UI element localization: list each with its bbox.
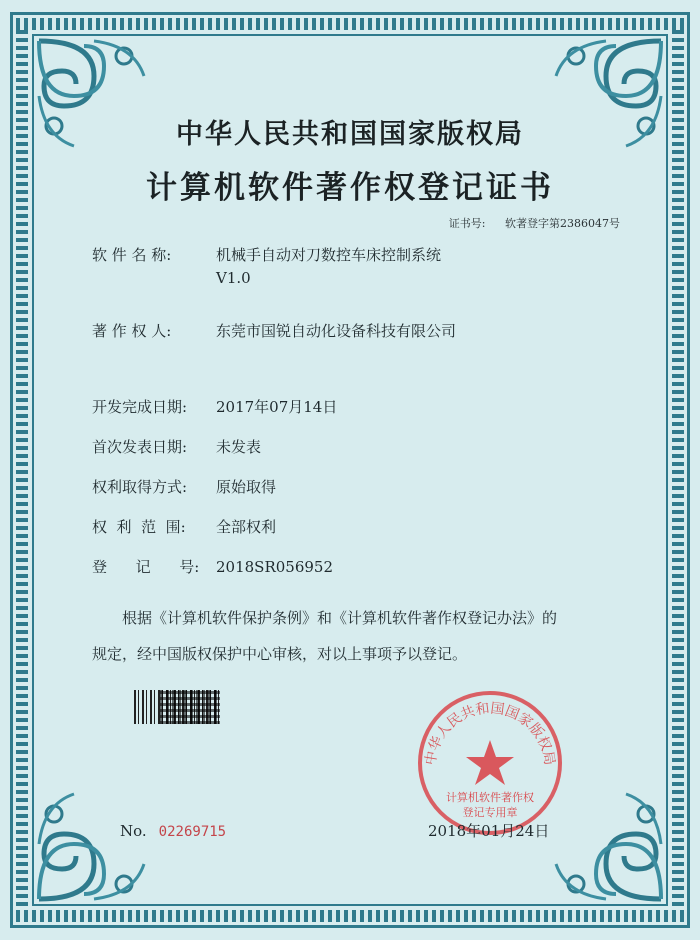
statement-line-1: 根据《计算机软件保护条例》和《计算机软件著作权登记办法》的	[122, 609, 558, 627]
field-value-version: V1.0	[216, 269, 251, 287]
field-rights-scope	[92, 516, 276, 537]
field-value: 未发表	[216, 438, 262, 456]
field-label: 开发完成日期:	[92, 398, 188, 416]
serial-number-value: 02269715	[158, 824, 227, 840]
serial-number-label: No.	[120, 822, 147, 840]
official-seal	[415, 688, 565, 838]
issue-date: 2018年01月24日	[428, 822, 550, 840]
field-value: 2017年07月14日	[216, 398, 338, 416]
field-registration-number	[92, 556, 333, 577]
field-value: 机械手自动对刀数控车床控制系统	[216, 246, 442, 264]
statement-line-2: 规定，经中国版权保护中心审核，对以上事项予以登记。	[92, 645, 468, 663]
field-value: 全部权利	[216, 518, 277, 536]
field-software-name	[92, 244, 441, 287]
field-value: 原始取得	[216, 478, 277, 496]
field-label: 首次发表日期:	[92, 438, 188, 456]
field-label: 权利取得方式:	[92, 478, 188, 496]
field-copyright-owner	[92, 320, 456, 341]
issuer-title: 中华人民共和国国家版权局	[176, 119, 524, 150]
field-label: 权 利 范 围:	[92, 518, 186, 536]
certificate-title: 计算机软件著作权登记证书	[146, 170, 554, 206]
star-icon	[466, 740, 514, 785]
seal-line-2: 登记专用章	[462, 806, 518, 819]
qr-code-icon	[160, 690, 220, 724]
seal-line-1: 计算机软件著作权	[446, 791, 534, 804]
seal-ring-text: 中华人民共和国国家版权局	[422, 700, 558, 767]
field-completion-date	[92, 396, 337, 417]
field-first-publication-date	[92, 436, 261, 457]
field-acquisition-method	[92, 476, 276, 497]
certificate-number	[449, 215, 620, 231]
field-value: 2018SR056952	[216, 558, 334, 576]
field-label: 软 件 名 称:	[92, 246, 172, 264]
field-label: 著 作 权 人:	[92, 322, 172, 340]
certificate-number-value: 软著登字第2386047号	[505, 217, 620, 230]
statement-paragraph	[92, 600, 622, 672]
serial-number	[120, 822, 226, 840]
certificate-number-label: 证书号:	[448, 217, 486, 230]
field-value: 东莞市国锐自动化设备科技有限公司	[216, 322, 457, 340]
field-label: 登 记 号:	[92, 558, 200, 576]
corner-ornament-icon	[34, 784, 154, 904]
